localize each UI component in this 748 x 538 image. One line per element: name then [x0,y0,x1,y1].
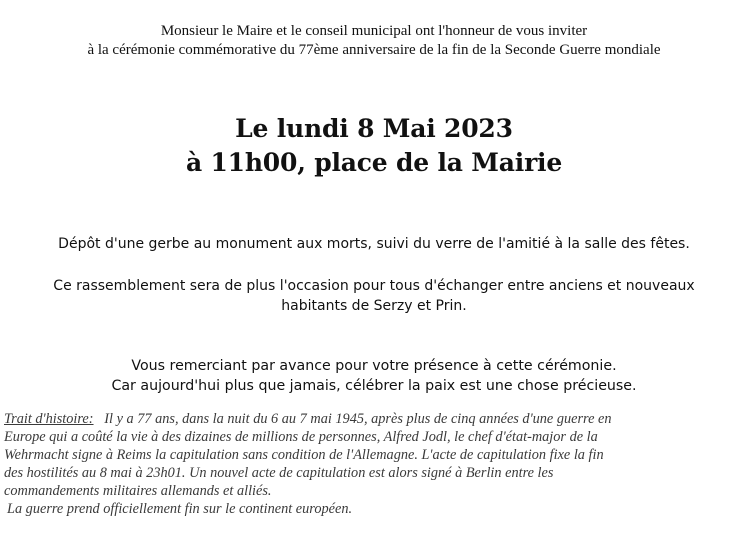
programme-depot: Dépôt d'une gerbe au monument aux morts, suivi du verre de l'amitié à la salle des fêtes. [58,236,690,252]
history-line-1 [4,410,746,428]
programme-paragraph [0,234,748,254]
rassemblement-line-1: Ce rassemblement sera de plus l'occasion pour tous d'échanger entre anciens et nouveaux [53,278,695,294]
thanks-paragraph [0,356,748,396]
invitation-intro [0,22,748,60]
thanks-line-1: Vous remerciant par avance pour votre présence à cette cérémonie. [131,358,617,374]
history-line-1-text: Il y a 77 ans, dans la nuit du 6 au 7 mai 1945, après plus de cinq années d'une guerre en [104,411,612,427]
invitation-line-2: à la cérémonie commémorative du 77ème anniversaire de la fin de la Seconde Guerre mondiale [87,42,661,58]
event-headline [0,112,748,180]
rassemblement-paragraph [0,276,748,316]
history-line-3: Wehrmacht signe à Reims la capitulation sans condition de l'Allemagne. L'acte de capitulation fixe la fin [4,447,604,463]
history-line-2: Europe qui a coûté la vie à des dizaines de millions de personnes, Alfred Jodl, le chef d'état-major de la [4,429,598,445]
rassemblement-line-2: habitants de Serzy et Prin. [281,298,467,314]
history-note [4,410,746,518]
history-line-5: commandements militaires allemands et alliés. [4,483,272,499]
invitation-line-1: Monsieur le Maire et le conseil municipal ont l'honneur de vous inviter [160,23,588,39]
history-label: Trait d'histoire: [4,411,94,427]
history-line-6: La guerre prend officiellement fin sur le continent européen. [7,501,353,517]
thanks-line-2: Car aujourd'hui plus que jamais, célébrer la paix est une chose précieuse. [111,378,637,394]
event-date: Le lundi 8 Mai 2023 [235,114,513,143]
event-time-place: à 11h00, place de la Mairie [185,148,563,177]
history-line-4: des hostilités au 8 mai à 23h01. Un nouvel acte de capitulation est alors signé à Berlin entre les [4,465,554,481]
